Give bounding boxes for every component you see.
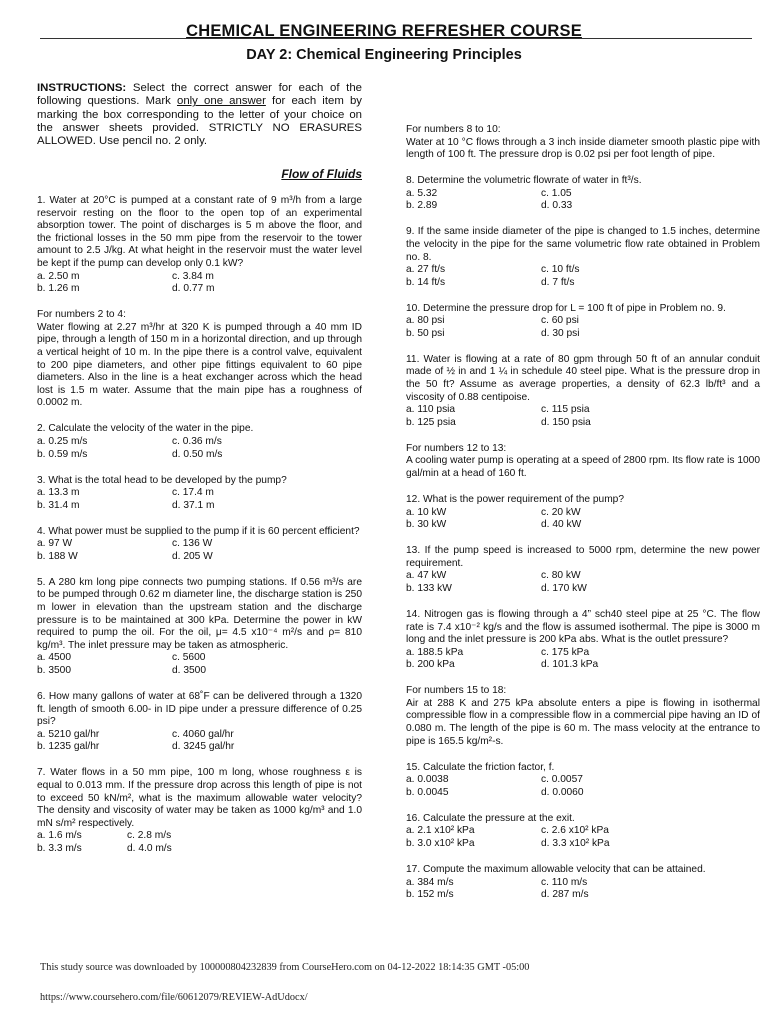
- question-text: A cooling water pump is operating at a speed of 2800 rpm. Its flow rate is 1000 gal/min at a head of 160 ft.: [406, 455, 760, 480]
- answer-option: a. 110 psia: [406, 404, 456, 416]
- question-text: 6. How many gallons of water at 68˚F can be delivered through a 1320 ft. length of smooth 6.00- in ID pipe under a pressure difference of 0.25 psi?: [37, 691, 362, 728]
- question-text: 8. Determine the volumetric flowrate of water in ft³/s.: [406, 175, 642, 187]
- answer-option: b. 0.0045: [406, 786, 449, 798]
- answer-option: c. 10 ft/s: [541, 264, 580, 276]
- answer-option: b. 152 m/s: [406, 889, 454, 901]
- answer-option: c. 136 W: [172, 538, 213, 550]
- question-text: 12. What is the power requirement of the pump?: [406, 494, 625, 505]
- answer-option: b. 125 psia: [406, 416, 456, 428]
- question-item: [406, 685, 760, 748]
- question-text: 4. What power must be supplied to the pump if it is 60 percent efficient?: [37, 525, 360, 537]
- answer-options: [37, 652, 362, 677]
- question-text: Water at 10 °C flows through a 3 inch inside diameter smooth plastic pipe with length of 100 ft. The pressure drop is 0.02 psi per foot length of pipe.: [406, 136, 760, 161]
- answer-option: d. 150 psia: [541, 416, 591, 428]
- question-item: [406, 609, 760, 672]
- question-item: [406, 545, 760, 595]
- source-url: https://www.coursehero.com/file/60612079/REVIEW-AdUdocx/: [40, 992, 308, 1003]
- answer-options: [406, 315, 760, 340]
- answer-option: d. 205 W: [172, 550, 213, 562]
- question-text: Air at 288 K and 275 kPa absolute enters a pipe is flowing in isothermal compressible flow in a compressible flow in a commercial pipe having an ID of 0.080 m. The length of the pipe is 60 m. The mass velocity at the entrance to pipe is 165.5 kg/m²-s.: [406, 697, 760, 747]
- answer-option: b. 200 kPa: [406, 659, 455, 671]
- question-item: [37, 423, 362, 461]
- answer-option: b. 14 ft/s: [406, 276, 446, 288]
- answer-option: a. 27 ft/s: [406, 264, 446, 276]
- answer-option: a. 80 psi: [406, 315, 445, 327]
- answer-option: d. 101.3 kPa: [541, 659, 599, 671]
- answer-option: c. 1.05: [541, 187, 572, 199]
- answer-option: a. 13.3 m: [37, 487, 80, 499]
- answer-options: [406, 404, 760, 429]
- answer-option: a. 5.32: [406, 187, 438, 199]
- answer-option: a. 47 kW: [406, 570, 447, 582]
- answer-option: d. 4.0 m/s: [127, 842, 172, 854]
- answer-option: d. 3245 gal/hr: [172, 741, 235, 753]
- right-column: [406, 124, 760, 915]
- question-text: 5. A 280 km long pipe connects two pumping stations. If 0.56 m³/s are to be pumped through 0.62 m diameter line, the discharge station is 250 m lower in elevation than the upstream station and the discharge pressure is to be maintained at 300 kPa. Determine the power in kW required to pump the oil. For the oil, μ= 4.5 x10⁻⁴ m²/s and ρ= 810 kg/m³. The inlet pressure may be taken as atmospheric.: [37, 576, 362, 651]
- answer-option: c. 115 psia: [541, 404, 590, 416]
- question-text: 16. Calculate the pressure at the exit.: [406, 812, 575, 824]
- answer-option: b. 31.4 m: [37, 499, 80, 511]
- answer-option: a. 5210 gal/hr: [37, 728, 100, 740]
- section-title: Flow of Fluids: [281, 167, 362, 182]
- answer-option: b. 133 kW: [406, 582, 452, 594]
- answer-option: b. 30 kW: [406, 519, 447, 531]
- answer-option: c. 110 m/s: [541, 876, 588, 888]
- question-text: 9. If the same inside diameter of the pipe is changed to 1.5 inches, determine the velocity in the pipe for the same volumetric flow rate obtained in Problem no. 8.: [406, 226, 760, 263]
- answer-option: a. 4500: [37, 652, 71, 664]
- answer-option: b. 3.3 m/s: [37, 842, 82, 854]
- question-text: 15. Calculate the friction factor, f.: [406, 761, 555, 773]
- question-item: [406, 813, 760, 851]
- question-text: 3. What is the total head to be developed by the pump?: [37, 474, 287, 486]
- question-text: For numbers 8 to 10:: [406, 124, 501, 135]
- question-text: 13. If the pump speed is increased to 5000 rpm, determine the new power requirement.: [406, 545, 760, 569]
- answer-options: [406, 647, 760, 672]
- answer-option: c. 80 kW: [541, 570, 581, 582]
- answer-option: a. 97 W: [37, 538, 73, 550]
- answer-option: c. 2.6 x10² kPa: [541, 825, 609, 837]
- answer-options: [406, 188, 760, 213]
- answer-option: b. 50 psi: [406, 327, 445, 339]
- question-item: [37, 195, 362, 296]
- question-text: 1. Water at 20°C is pumped at a constant rate of 9 m³/h from a large reservoir resting on the floor to the open top of an experimental absorption tower. The point of discharges is 5 m above the floor, and the frictional losses in the 50 mm pipe from the reservoir to the tower amount to 2.5 J/kg. At what height in the reservoir must the water level be kept if the pump can develop only 0.1 kW?: [37, 195, 362, 270]
- answer-options: [406, 570, 760, 595]
- left-column: [37, 82, 362, 869]
- answer-options: [37, 538, 362, 563]
- question-item: [37, 767, 362, 855]
- question-item: [37, 691, 362, 754]
- download-notice: This study source was downloaded by 100000804232839 from CourseHero.com on 04-12-2022 18:14:35 GMT -05:00: [40, 962, 530, 973]
- answer-option: c. 175 kPa: [541, 646, 590, 658]
- question-text: 7. Water flows in a 50 mm pipe, 100 m long, whose roughness ε is equal to 0.013 mm. If the pressure drop across this length of pipe is not to exceed 50 kN/m², what is the maximum allowable water velocity? The density and viscosity of water may be taken as 1000 kg/m³ and 1.0 mN s/m² respectively.: [37, 767, 362, 829]
- instructions-underlined: only one answer: [176, 95, 266, 108]
- question-item: [37, 577, 362, 678]
- instructions: [37, 82, 362, 148]
- answer-option: d. 0.33: [541, 200, 573, 212]
- answer-option: d. 3.3 x10² kPa: [541, 838, 610, 850]
- answer-option: d. 7 ft/s: [541, 276, 575, 288]
- answer-options: [406, 507, 760, 532]
- answer-options: [37, 487, 362, 512]
- answer-option: b. 3.0 x10² kPa: [406, 838, 475, 850]
- answer-option: c. 2.8 m/s: [127, 830, 172, 842]
- answer-options: [406, 264, 760, 289]
- answer-option: d. 0.50 m/s: [172, 448, 223, 460]
- instructions-text-1: Select the correct answer for each of the following questions. Mark: [37, 82, 362, 108]
- answer-option: a. 0.25 m/s: [37, 435, 88, 447]
- question-item: [406, 443, 760, 481]
- answer-option: a. 2.1 x10² kPa: [406, 825, 475, 837]
- answer-option: b. 2.89: [406, 200, 438, 212]
- answer-option: c. 60 psi: [541, 315, 579, 327]
- answer-option: a. 2.50 m: [37, 270, 80, 282]
- answer-option: c. 3.84 m: [172, 270, 214, 282]
- answer-option: a. 384 m/s: [406, 876, 454, 888]
- answer-option: b. 0.59 m/s: [37, 448, 88, 460]
- right-question-list: [406, 124, 760, 902]
- answer-options: [37, 830, 362, 855]
- question-item: [406, 354, 760, 430]
- answer-option: c. 20 kW: [541, 506, 581, 518]
- day-subtitle: DAY 2: Chemical Engineering Principles: [246, 47, 522, 63]
- instructions-label: INSTRUCTIONS:: [37, 82, 127, 94]
- answer-option: b. 3500: [37, 665, 71, 677]
- answer-option: d. 37.1 m: [172, 499, 215, 511]
- answer-option: c. 0.0057: [541, 774, 583, 786]
- question-item: [37, 309, 362, 410]
- answer-option: b. 1.26 m: [37, 283, 80, 295]
- question-item: [37, 526, 362, 564]
- answer-option: c. 0.36 m/s: [172, 435, 222, 447]
- question-text: For numbers 15 to 18:: [406, 685, 507, 697]
- answer-option: a. 1.6 m/s: [37, 830, 82, 842]
- question-item: [406, 303, 760, 341]
- answer-option: a. 188.5 kPa: [406, 646, 464, 658]
- question-text: For numbers 2 to 4:: [37, 309, 126, 321]
- question-text: 10. Determine the pressure drop for L = 100 ft of pipe in Problem no. 9.: [406, 302, 726, 314]
- question-text: 17. Compute the maximum allowable velocity that can be attained.: [406, 864, 706, 875]
- answer-option: a. 0.0038: [406, 774, 449, 786]
- answer-option: a. 10 kW: [406, 506, 447, 518]
- question-text: 14. Nitrogen gas is flowing through a 4” sch40 steel pipe at 25 °C. The flow rate is 7.4 x10⁻² kg/s and the flow is assumed isothermal. The pipe is 3000 m long and the inlet pressure is 200 kPa abs. What is the outlet pressure?: [406, 608, 760, 646]
- question-item: [406, 175, 760, 213]
- instructions-text-2: for each item by marking the box corresponding to the letter of your choice on the answer sheets provided. STRICTLY NO ERASURES ALLOWED. Use pencil no. 2 only.: [37, 95, 362, 148]
- question-item: [406, 124, 760, 162]
- answer-option: b. 188 W: [37, 550, 78, 562]
- question-item: [406, 226, 760, 289]
- answer-options: [37, 436, 362, 461]
- answer-option: c. 5600: [172, 652, 206, 664]
- question-text: 11. Water is flowing at a rate of 80 gpm through 50 ft of an annular conduit made of ½ in and 1 ¼ in schedule 40 steel pipe. What is the pressure drop in the 50 ft? Assume as average properties, a density of 62.3 lb/ft³ and a viscosity of 0.88 centipoise.: [406, 353, 760, 403]
- left-question-list: [37, 195, 362, 855]
- answer-option: b. 1235 gal/hr: [37, 741, 100, 753]
- answer-option: c. 17.4 m: [172, 487, 214, 499]
- question-item: [406, 864, 760, 902]
- question-text: For numbers 12 to 13:: [406, 442, 507, 454]
- answer-option: d. 40 kW: [541, 519, 582, 531]
- answer-options: [406, 825, 760, 850]
- answer-option: d. 0.0060: [541, 786, 584, 798]
- answer-option: d. 30 psi: [541, 327, 580, 339]
- question-item: [406, 762, 760, 800]
- answer-options: [37, 271, 362, 296]
- question-text: 2. Calculate the velocity of the water in the pipe.: [37, 423, 254, 435]
- course-title: CHEMICAL ENGINEERING REFRESHER COURSE: [186, 22, 582, 40]
- answer-option: d. 287 m/s: [541, 889, 589, 901]
- answer-option: d. 0.77 m: [172, 283, 215, 295]
- answer-option: c. 4060 gal/hr: [172, 728, 234, 740]
- question-text: Water flowing at 2.27 m³/hr at 320 K is pumped through a 40 mm ID pipe, through a length of 150 m in a horizontal direction, and up through a vertical height of 10 m. In the pipe there is a control valve, equivalent to 200 pipe diameters, and other pipe fittings equivalent to 60 pipe diameters. Also in the line is a heat exchanger across which the head lost is 1.5 m water. Assume that the main pipe has a roughness of 0.0002 m.: [37, 321, 362, 409]
- answer-option: d. 170 kW: [541, 582, 587, 594]
- question-item: [37, 475, 362, 513]
- answer-options: [37, 729, 362, 754]
- answer-options: [406, 877, 760, 902]
- answer-option: d. 3500: [172, 665, 206, 677]
- question-item: [406, 494, 760, 532]
- answer-options: [406, 774, 760, 799]
